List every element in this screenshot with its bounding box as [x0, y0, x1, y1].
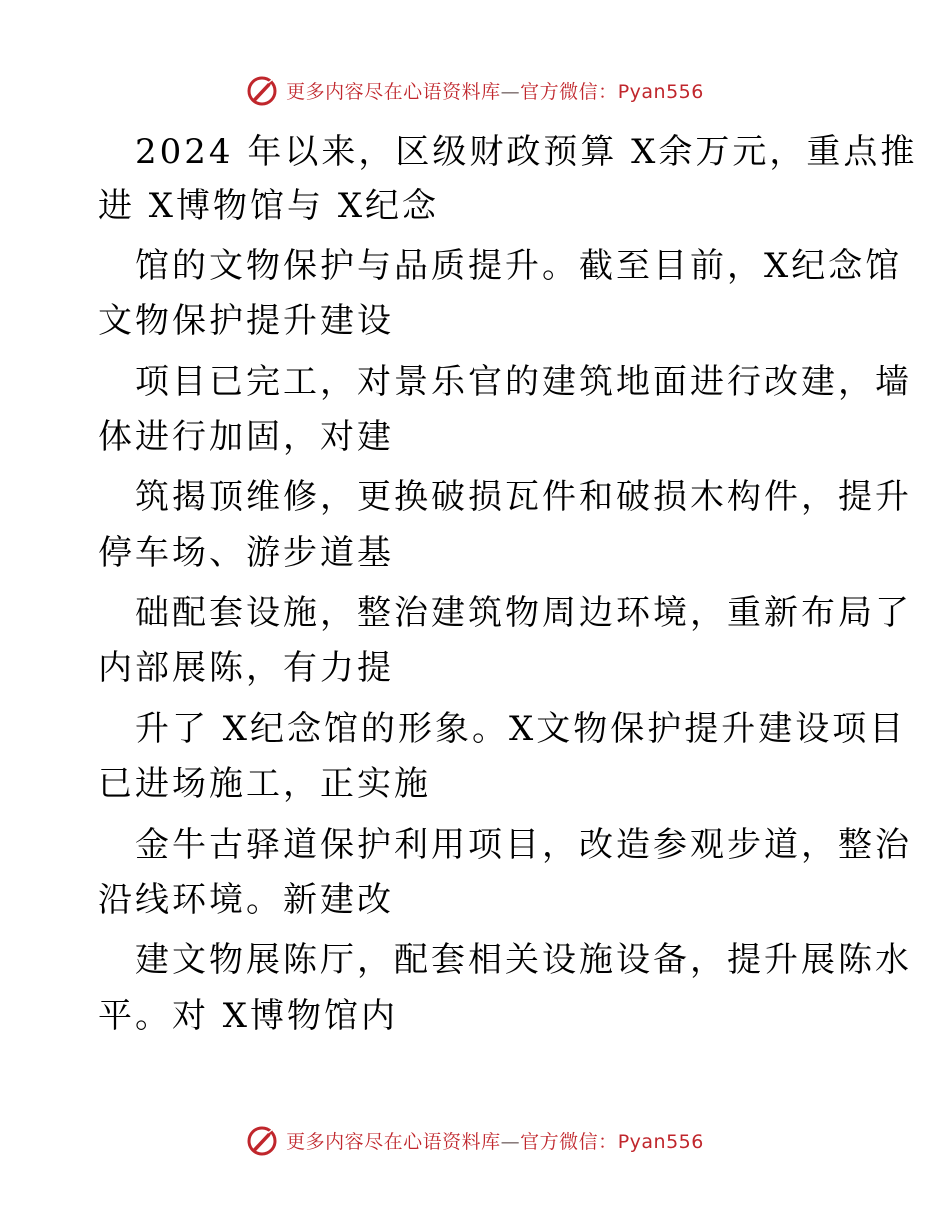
body-line: 金牛古驿道保护利用项目，改造参观步道，整治 — [135, 825, 912, 865]
body-line: 项目已完工，对景乐官的建筑地面进行改建，墙 — [135, 362, 912, 402]
pen-circle-logo-icon — [246, 73, 280, 107]
footer-banner-dash: — — [500, 1130, 521, 1153]
body-line: 馆的文物保护与品质提升。截至目前，X纪念馆 — [135, 246, 903, 286]
body-line: 体进行加固，对建 — [98, 417, 394, 457]
body-line: 沿线环境。新建改 — [98, 880, 394, 920]
body-line: 础配套设施，整治建筑物周边环境，重新布局了 — [135, 593, 912, 633]
body-line: 2024 年以来，区级财政预算 X余万元，重点推 — [135, 132, 918, 172]
footer-banner-text — [286, 1127, 704, 1154]
body-line: 文物保护提升建设 — [98, 301, 394, 341]
body-line: 筑揭顶维修，更换破损瓦件和破损木构件，提升 — [135, 477, 912, 517]
footer-banner-contact: 官方微信： — [520, 1130, 618, 1153]
footer-banner-id: Pyan556 — [617, 1130, 704, 1153]
footer-banner-main: 更多内容尽在心语资料库 — [286, 1130, 501, 1153]
pen-circle-logo-icon — [246, 1123, 280, 1157]
body-line: 已进场施工，正实施 — [98, 764, 431, 804]
header-banner-contact: 官方微信： — [520, 80, 618, 103]
body-line: 建文物展陈厅，配套相关设施设备，提升展陈水 — [135, 940, 912, 980]
header-banner-inner — [246, 73, 704, 107]
body-line: 平。对 X博物馆内 — [98, 996, 399, 1036]
header-banner-main: 更多内容尽在心语资料库 — [286, 80, 501, 103]
body-line: 进 X博物馆与 X纪念 — [98, 186, 440, 226]
footer-banner — [0, 1120, 950, 1160]
header-banner — [0, 70, 950, 110]
footer-banner-inner — [246, 1123, 704, 1157]
body-line: 升了 X纪念馆的形象。X文物保护提升建设项目 — [135, 709, 907, 749]
header-banner-dash: — — [500, 80, 521, 103]
body-line: 内部展陈，有力提 — [98, 648, 394, 688]
header-banner-text — [286, 77, 704, 104]
body-line: 停车场、游步道基 — [98, 533, 394, 573]
header-banner-id: Pyan556 — [617, 80, 704, 103]
